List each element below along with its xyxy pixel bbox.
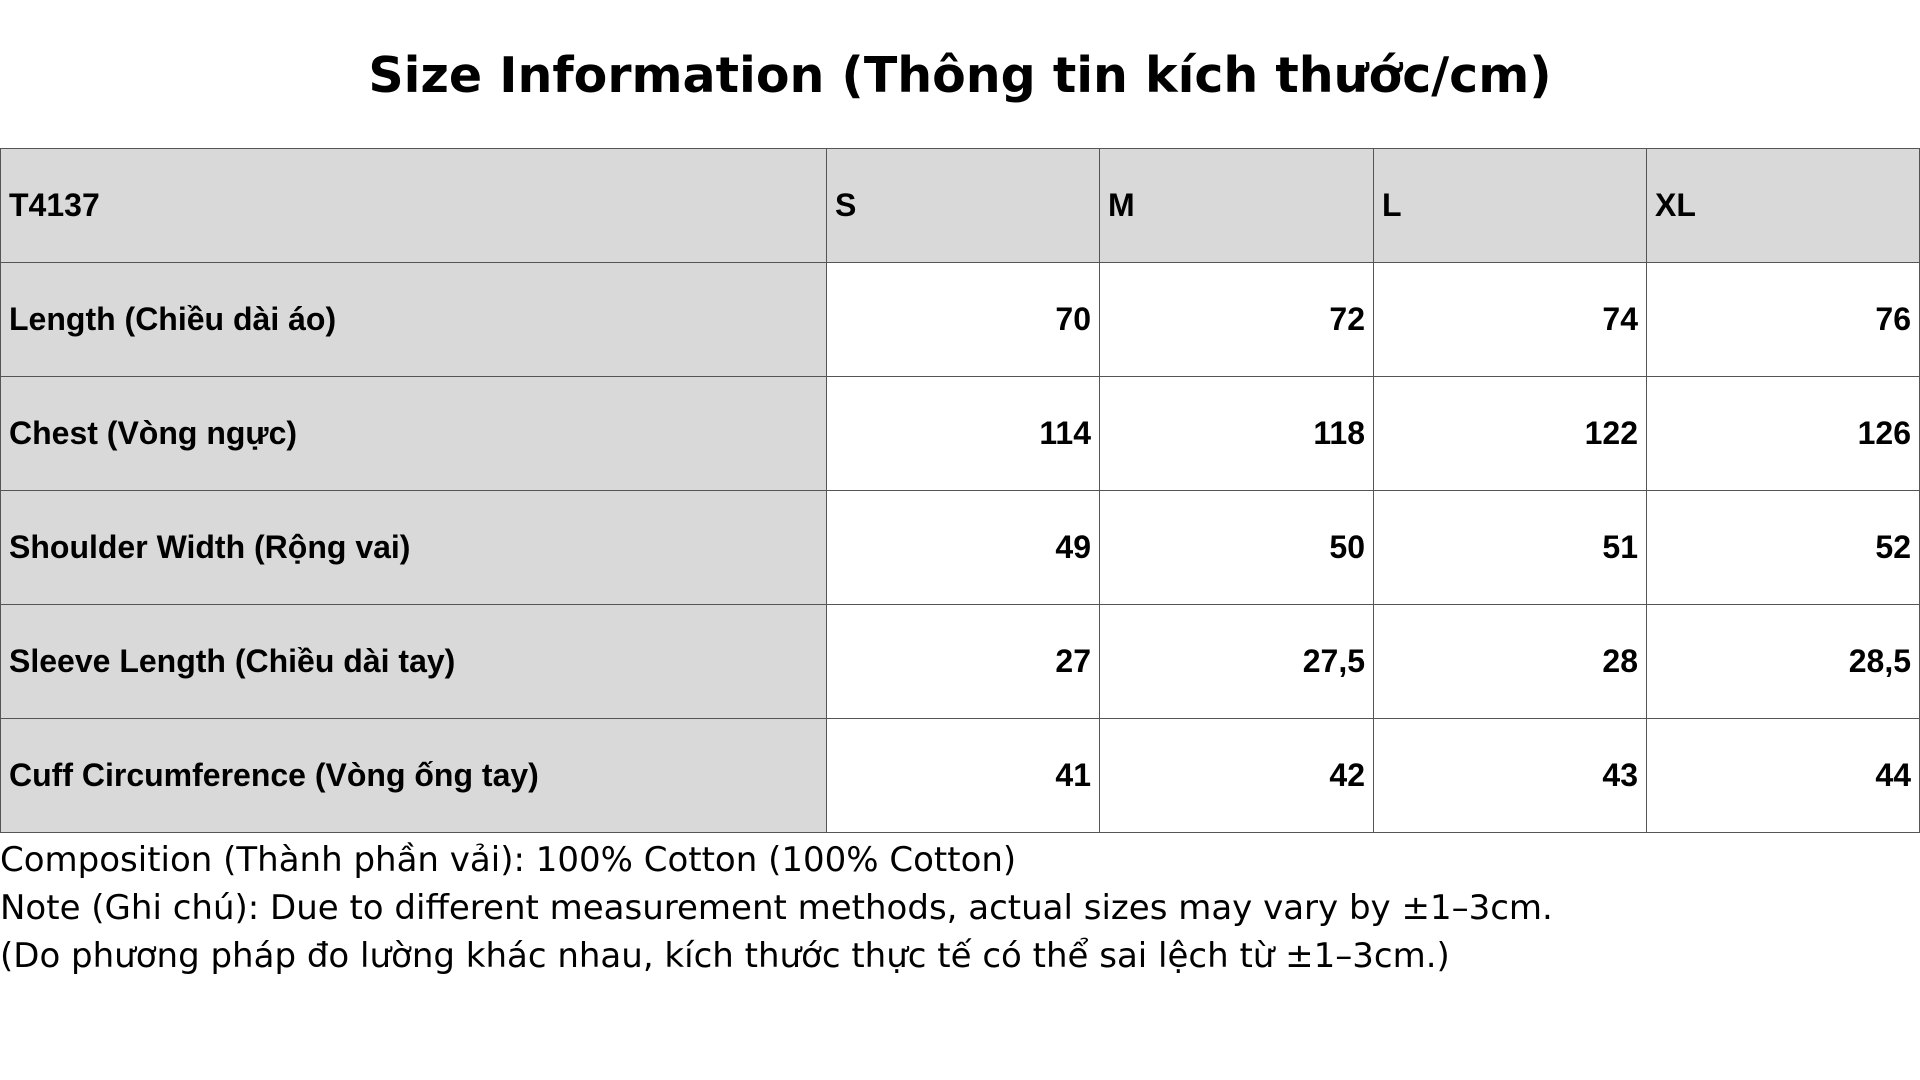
table-cell: 27 xyxy=(827,605,1100,719)
table-cell: 114 xyxy=(827,377,1100,491)
table-row xyxy=(1,263,1920,377)
row-label: Shoulder Width (Rộng vai) xyxy=(1,491,827,605)
table-cell: 41 xyxy=(827,719,1100,833)
table-cell: 28 xyxy=(1374,605,1647,719)
table-cell: 50 xyxy=(1100,491,1374,605)
product-code-cell: T4137 xyxy=(1,149,827,263)
row-label: Chest (Vòng ngực) xyxy=(1,377,827,491)
table-cell: 27,5 xyxy=(1100,605,1374,719)
size-header-l: L xyxy=(1374,149,1647,263)
size-header-m: M xyxy=(1100,149,1374,263)
table-cell: 118 xyxy=(1100,377,1374,491)
table-row xyxy=(1,377,1920,491)
table-cell: 74 xyxy=(1374,263,1647,377)
row-label: Cuff Circumference (Vòng ống tay) xyxy=(1,719,827,833)
composition-text: Composition (Thành phần vải): 100% Cotton (100% Cotton) xyxy=(0,840,1017,880)
notes-section xyxy=(0,836,1553,980)
table-cell: 49 xyxy=(827,491,1100,605)
note-english-text: Note (Ghi chú): Due to different measurement methods, actual sizes may vary by ±1–3cm. xyxy=(0,888,1553,928)
row-label: Sleeve Length (Chiều dài tay) xyxy=(1,605,827,719)
table-cell: 76 xyxy=(1647,263,1920,377)
size-header-xl: XL xyxy=(1647,149,1920,263)
table-cell: 28,5 xyxy=(1647,605,1920,719)
table-cell: 70 xyxy=(827,263,1100,377)
note-vietnamese-text: (Do phương pháp đo lường khác nhau, kích thước thực tế có thể sai lệch từ ±1–3cm.) xyxy=(0,936,1450,976)
table-cell: 51 xyxy=(1374,491,1647,605)
row-label: Length (Chiều dài áo) xyxy=(1,263,827,377)
table-header-row xyxy=(1,149,1920,263)
table-cell: 122 xyxy=(1374,377,1647,491)
table-cell: 72 xyxy=(1100,263,1374,377)
table-cell: 44 xyxy=(1647,719,1920,833)
table-cell: 43 xyxy=(1374,719,1647,833)
table-row xyxy=(1,719,1920,833)
table-cell: 42 xyxy=(1100,719,1374,833)
table-cell: 126 xyxy=(1647,377,1920,491)
size-header-s: S xyxy=(827,149,1100,263)
table-row xyxy=(1,491,1920,605)
table-row xyxy=(1,605,1920,719)
size-table xyxy=(0,148,1920,833)
page-title: Size Information (Thông tin kích thước/cm) xyxy=(368,47,1552,104)
table-cell: 52 xyxy=(1647,491,1920,605)
